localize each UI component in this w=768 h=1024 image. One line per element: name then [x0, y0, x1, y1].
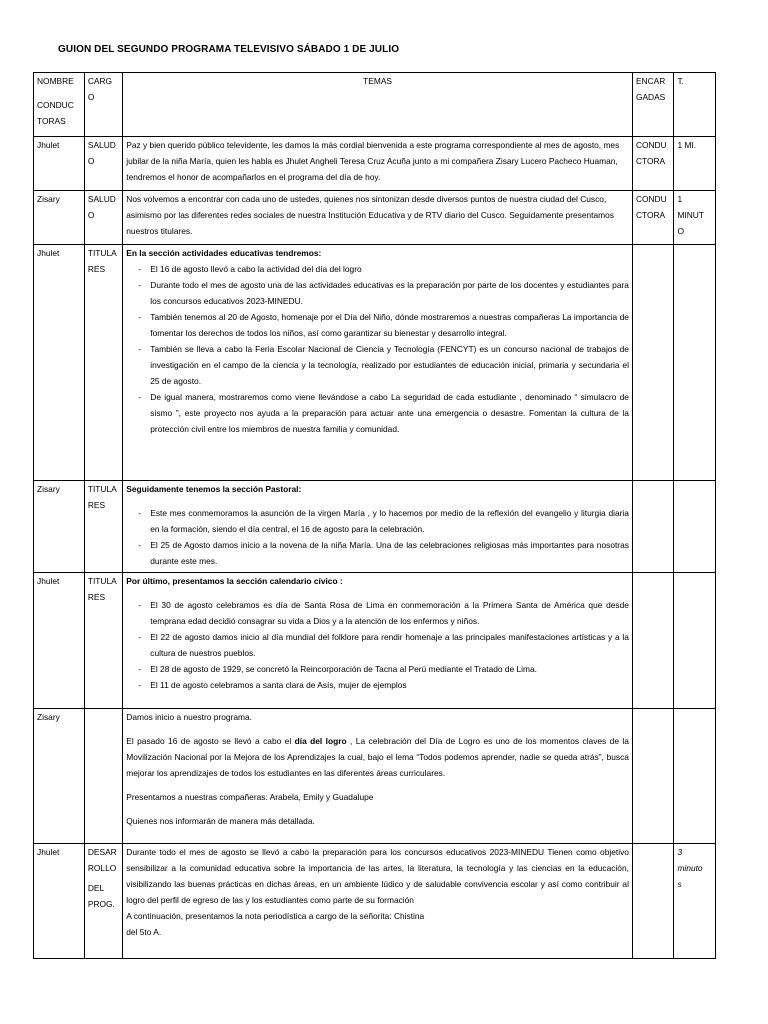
paragraph: Durante todo el mes de agosto se llevó a cabo la preparación para los concursos educativos 2023-MINEDU Tienen como objetivo sensibilizar a la comunidad educativa sobre la importancia de las artes, la literatura, la tecnología y las ciencias en la educación, visibilizando las buenas prácticas en dichas áreas, en un ambiente lúdico y de saludable convivencia escolar y así como contribuir al logro del perfil de egreso de las y los estudiantes como parte de su formación — [126, 847, 629, 905]
document-title: GUION DEL SEGUNDO PROGRAMA TELEVISIVO SÁBADO 1 DE JULIO — [58, 44, 400, 55]
tema-cell — [123, 844, 633, 959]
cargo-cell: TITULA RES — [84, 245, 122, 481]
tema-text: Paz y bien querido público televidente, les damos la más cordial bienvenida a este programa correspondiente al mes de agosto, mes jubilar de la niña María, quien les habla es Jhulet Angheli Teresa Cruz Acuña junto a mi compañera Zisary Lucero Pacheco Huaman, tendremos el honor de acompañarlos en el programa del día de hoy. — [123, 137, 633, 191]
header-tiempo: T. — [674, 73, 716, 137]
table-row — [34, 844, 716, 959]
encargadas-cell: CONDU CTORA — [632, 191, 674, 245]
paragraph: Presentamos a nuestras compañeras: Arabela, Emily y Guadalupe — [126, 792, 374, 802]
header-temas: TEMAS — [123, 73, 633, 137]
tiempo-cell — [674, 573, 716, 709]
list-item: - El 25 de Agosto damos inicio a la novena de la niña María. Una de las celebraciones religiosas más importantes para nosotras durante este mes. — [126, 537, 629, 569]
list-item: - Este mes conmemoramos la asunción de la virgen María , y lo hacemos por medio de la reflexión del evangelio y liturgia diaria en la formación, siendo el día central, el 16 de agosto para la celebración. — [126, 505, 629, 537]
table-row — [34, 191, 716, 245]
encargadas-cell — [632, 573, 674, 709]
paragraph: A continuación, presentamos la nota periodística a cargo de la señorita: Chistina — [126, 911, 425, 921]
encargadas-cell — [632, 709, 674, 844]
list-item: - El 22 de agosto damos inicio al día mundial del folklore para rendir homenaje a las principales manifestaciones artísticas y a la cultura de nuestros pueblos. — [126, 629, 629, 661]
tiempo-cell: 1 MI. — [674, 137, 716, 191]
tema-cell — [123, 573, 633, 709]
encargadas-cell — [632, 245, 674, 481]
section-heading: Seguidamente tenemos la sección Pastoral: — [126, 484, 302, 494]
conductora-name: Zisary — [34, 709, 85, 844]
list-item: - Durante todo el mes de agosto una de las actividades educativas es la preparación por parte de los docentes y estudiantes para los concursos educativos 2023-MINEDU. — [126, 277, 629, 309]
table-row — [34, 481, 716, 573]
section-heading: En la sección actividades educativas tendremos: — [126, 248, 322, 258]
list-item: - También tenemos al 20 de Agosto, homenaje por el Día del Niño, dónde mostraremos a nuestras compañeras La importancia de fomentar los derechos de todos los niños, así como garantizar su bienestar y desarrollo integral. — [126, 309, 629, 341]
table-row — [34, 137, 716, 191]
cargo-cell: SALUD O — [84, 191, 122, 245]
table-row — [34, 245, 716, 481]
tiempo-cell — [674, 245, 716, 481]
tema-cell — [123, 245, 633, 481]
cargo-cell: TITULA RES — [84, 573, 122, 709]
tema-cell — [123, 481, 633, 573]
tiempo-cell — [674, 481, 716, 573]
table-row — [34, 573, 716, 709]
list-item: - El 30 de agosto celebramos es día de Santa Rosa de Lima en conmemoración a la Primera Santa de América que desde temprana edad decidió consagrar su vida a Dios y a la atención de los enfermos y niños. — [126, 597, 629, 629]
conductora-name: Jhulet — [34, 573, 85, 709]
conductora-name: Jhulet — [34, 844, 85, 959]
conductora-name: Jhulet — [34, 137, 85, 191]
paragraph: El pasado 16 de agosto se llevó a cabo el día del logro , La celebración del Día de Logro es uno de los momentos claves de la Movilización Nacional por la Mejora de los Aprendizajes la cual, bajo el lema “Todos podemos aprender, nadie se queda atrás”, busca mejorar los aprendizajes de todos los estudiantes en las diferentes áreas curriculares. — [126, 736, 629, 778]
list-item: - También se lleva a cabo la Feria Escolar Nacional de Ciencia y Tecnología (FENCYT) es un concurso nacional de trabajos de investigación en el campo de la ciencia y la tecnología, realizado por estudiantes de educación inicial, primaria y secundaria el 25 de agosto. — [126, 341, 629, 389]
tiempo-cell — [674, 709, 716, 844]
cargo-cell: DESAR ROLLO DEL PROG. — [84, 844, 122, 959]
cargo-cell: TITULA RES — [84, 481, 122, 573]
header-nombre: NOMBRE CONDUC TORAS — [34, 73, 85, 137]
header-cargo: CARG O — [84, 73, 122, 137]
list-item: - El 28 de agosto de 1929, se concretó la Reincorporación de Tacna al Perú mediante el Tratado de Lima. — [126, 661, 629, 677]
header-encargadas: ENCAR GADAS — [632, 73, 674, 137]
tiempo-cell: 1 MINUT O — [674, 191, 716, 245]
cargo-cell: SALUD O — [84, 137, 122, 191]
cargo-cell — [84, 709, 122, 844]
conductora-name: Zisary — [34, 481, 85, 573]
paragraph: del 5to A. — [126, 927, 162, 937]
intro-text: Damos inicio a nuestro programa. — [126, 712, 252, 722]
conductora-name: Jhulet — [34, 245, 85, 481]
list-item: - De igual manera, mostraremos como viene llevándose a cabo La seguridad de cada estudiante , denominado “ simulacro de sismo ”, este proyecto nos ayuda a la preparación para actuar ante una emergencia o desastre. Fomentan la cultura de la protección civil entre los miembros de nuestra familia y comunidad. — [126, 389, 629, 437]
tiempo-cell: 3 minuto s — [674, 844, 716, 959]
tema-cell — [123, 709, 633, 844]
list-item: - El 16 de agosto llevó a cabo la actividad del día del logro — [126, 261, 629, 277]
encargadas-cell — [632, 844, 674, 959]
section-heading: Por último, presentamos la sección calendario cívico : — [126, 576, 343, 586]
encargadas-cell: CONDU CTORA — [632, 137, 674, 191]
conductora-name: Zisary — [34, 191, 85, 245]
paragraph: Quienes nos informarán de manera más detallada. — [126, 816, 315, 826]
table-row — [34, 709, 716, 844]
table-header-row — [34, 73, 716, 137]
tema-text: Nos volvemos a encontrar con cada uno de ustedes, quienes nos sintonizan desde diversos puntos de nuestra ciudad del Cusco, asimismo por las diferentes redes sociales de nuestra Institución Educativa y de RTV diario del Cusco. Seguidamente presentamos nuestros titulares. — [123, 191, 633, 245]
list-item: - El 11 de agosto celebramos a santa clara de Asís, mujer de ejemplos — [126, 677, 629, 693]
dia-del-logro: día del logro — [294, 736, 347, 746]
encargadas-cell — [632, 481, 674, 573]
script-table — [33, 72, 716, 959]
